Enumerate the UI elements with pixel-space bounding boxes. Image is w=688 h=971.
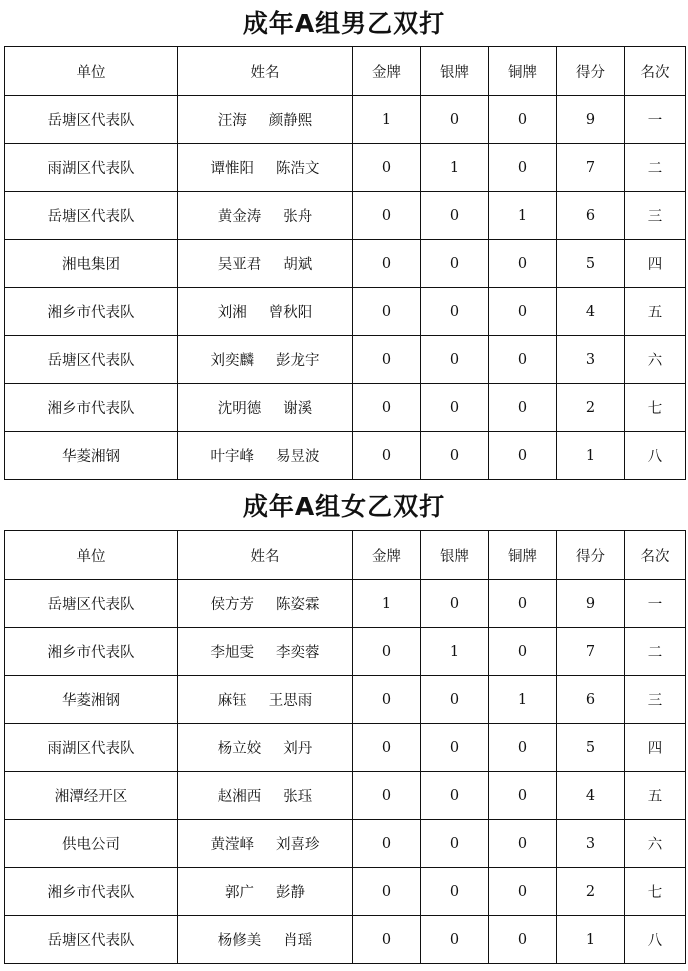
cell-unit: 华菱湘钢	[5, 432, 178, 480]
player-name-1: 汪海	[217, 113, 247, 129]
table-row	[5, 432, 686, 480]
cell-bronze: 0	[489, 288, 557, 336]
cell-score: 7	[557, 628, 625, 676]
player-name-2: 刘喜珍	[276, 837, 320, 853]
cell-gold: 0	[353, 144, 421, 192]
cell-score: 4	[557, 772, 625, 820]
section-title-women: 成年A组女乙双打	[242, 492, 446, 521]
cell-rank: 五	[625, 288, 686, 336]
player-name-1: 郭广	[225, 885, 254, 901]
cell-score: 1	[557, 432, 625, 480]
table-row	[5, 868, 686, 916]
cell-names	[178, 144, 353, 192]
player-name-1: 黄滢峄	[210, 837, 254, 853]
cell-rank: 一	[625, 96, 686, 144]
cell-names	[178, 384, 353, 432]
cell-gold: 0	[353, 868, 421, 916]
cell-gold: 0	[353, 288, 421, 336]
cell-names	[178, 240, 353, 288]
header-row	[5, 47, 686, 96]
table-row	[5, 580, 686, 628]
cell-silver: 1	[421, 144, 489, 192]
cell-silver: 1	[421, 628, 489, 676]
cell-score: 1	[557, 916, 625, 964]
cell-bronze: 0	[489, 868, 557, 916]
cell-bronze: 0	[489, 820, 557, 868]
cell-unit: 雨湖区代表队	[5, 724, 178, 772]
table-row	[5, 96, 686, 144]
results-table-women	[4, 530, 686, 964]
header-rank: 名次	[625, 47, 686, 96]
cell-unit: 岳塘区代表队	[5, 580, 178, 628]
player-name-2: 肖瑶	[283, 933, 313, 949]
player-name-1: 叶宇峰	[210, 449, 254, 465]
cell-unit: 湘乡市代表队	[5, 868, 178, 916]
cell-unit: 湘电集团	[5, 240, 178, 288]
cell-gold: 0	[353, 676, 421, 724]
cell-unit: 岳塘区代表队	[5, 916, 178, 964]
cell-rank: 二	[625, 144, 686, 192]
player-name-2: 易昱波	[276, 449, 320, 465]
player-name-1: 李旭雯	[210, 645, 254, 661]
cell-rank: 三	[625, 676, 686, 724]
player-name-2: 彭龙宇	[276, 353, 320, 369]
header-unit: 单位	[5, 531, 178, 580]
cell-gold: 1	[353, 96, 421, 144]
cell-silver: 0	[421, 336, 489, 384]
cell-gold: 0	[353, 240, 421, 288]
cell-silver: 0	[421, 868, 489, 916]
cell-gold: 0	[353, 724, 421, 772]
cell-gold: 0	[353, 192, 421, 240]
cell-rank: 三	[625, 192, 686, 240]
cell-score: 3	[557, 336, 625, 384]
cell-bronze: 0	[489, 144, 557, 192]
cell-rank: 七	[625, 384, 686, 432]
cell-bronze: 0	[489, 724, 557, 772]
cell-gold: 0	[353, 336, 421, 384]
table-row	[5, 384, 686, 432]
cell-bronze: 0	[489, 772, 557, 820]
cell-rank: 八	[625, 432, 686, 480]
cell-unit: 湘乡市代表队	[5, 384, 178, 432]
cell-rank: 一	[625, 580, 686, 628]
header-gold: 金牌	[353, 531, 421, 580]
cell-gold: 0	[353, 384, 421, 432]
header-unit: 单位	[5, 47, 178, 96]
cell-unit: 华菱湘钢	[5, 676, 178, 724]
player-name-2: 彭静	[276, 885, 305, 901]
results-table-men	[4, 46, 686, 480]
cell-bronze: 0	[489, 384, 557, 432]
player-name-1: 沈明德	[217, 401, 262, 417]
table-row	[5, 288, 686, 336]
player-name-2: 张珏	[283, 789, 313, 805]
cell-names	[178, 868, 353, 916]
cell-unit: 供电公司	[5, 820, 178, 868]
cell-names	[178, 336, 353, 384]
player-name-2: 李奕蓉	[276, 645, 320, 661]
cell-score: 4	[557, 288, 625, 336]
cell-rank: 七	[625, 868, 686, 916]
cell-names	[178, 724, 353, 772]
cell-rank: 四	[625, 240, 686, 288]
player-name-1: 黄金涛	[217, 209, 262, 225]
cell-rank: 五	[625, 772, 686, 820]
header-name: 姓名	[178, 47, 353, 96]
cell-rank: 四	[625, 724, 686, 772]
header-silver: 银牌	[421, 531, 489, 580]
cell-gold: 0	[353, 432, 421, 480]
cell-silver: 0	[421, 240, 489, 288]
cell-rank: 八	[625, 916, 686, 964]
cell-score: 9	[557, 96, 625, 144]
cell-bronze: 0	[489, 916, 557, 964]
cell-names	[178, 772, 353, 820]
cell-score: 7	[557, 144, 625, 192]
header-silver: 银牌	[421, 47, 489, 96]
cell-gold: 0	[353, 916, 421, 964]
player-name-1: 刘湘	[217, 305, 247, 321]
table-row	[5, 192, 686, 240]
header-bronze: 铜牌	[489, 531, 557, 580]
cell-unit: 雨湖区代表队	[5, 144, 178, 192]
cell-names	[178, 916, 353, 964]
cell-silver: 0	[421, 96, 489, 144]
cell-silver: 0	[421, 288, 489, 336]
header-gold: 金牌	[353, 47, 421, 96]
player-name-2: 张舟	[283, 209, 313, 225]
cell-bronze: 0	[489, 432, 557, 480]
section-title-men: 成年A组男乙双打	[242, 9, 446, 38]
cell-bronze: 0	[489, 336, 557, 384]
table-row	[5, 772, 686, 820]
cell-rank: 六	[625, 820, 686, 868]
cell-unit: 湘乡市代表队	[5, 628, 178, 676]
cell-rank: 二	[625, 628, 686, 676]
cell-rank: 六	[625, 336, 686, 384]
table-row	[5, 336, 686, 384]
cell-gold: 1	[353, 580, 421, 628]
cell-names	[178, 676, 353, 724]
cell-silver: 0	[421, 384, 489, 432]
cell-score: 2	[557, 384, 625, 432]
player-name-1: 谭惟阳	[210, 161, 254, 177]
cell-score: 6	[557, 192, 625, 240]
player-name-1: 杨立姣	[217, 741, 262, 757]
player-name-2: 王思雨	[268, 693, 313, 709]
cell-unit: 岳塘区代表队	[5, 192, 178, 240]
cell-silver: 0	[421, 724, 489, 772]
cell-score: 2	[557, 868, 625, 916]
cell-silver: 0	[421, 820, 489, 868]
cell-gold: 0	[353, 628, 421, 676]
player-name-1: 赵湘西	[217, 789, 262, 805]
player-name-1: 侯方芳	[210, 597, 254, 613]
cell-bronze: 0	[489, 96, 557, 144]
header-score: 得分	[557, 47, 625, 96]
cell-score: 9	[557, 580, 625, 628]
cell-silver: 0	[421, 676, 489, 724]
player-name-2: 刘丹	[283, 741, 313, 757]
header-bronze: 铜牌	[489, 47, 557, 96]
player-name-2: 胡斌	[283, 257, 313, 273]
cell-unit: 湘乡市代表队	[5, 288, 178, 336]
cell-silver: 0	[421, 192, 489, 240]
cell-unit: 岳塘区代表队	[5, 96, 178, 144]
cell-silver: 0	[421, 772, 489, 820]
cell-bronze: 0	[489, 628, 557, 676]
table-row	[5, 724, 686, 772]
header-row	[5, 531, 686, 580]
player-name-1: 刘奕麟	[210, 353, 254, 369]
cell-names	[178, 96, 353, 144]
player-name-2: 曾秋阳	[268, 305, 313, 321]
table-row	[5, 240, 686, 288]
cell-unit: 岳塘区代表队	[5, 336, 178, 384]
cell-score: 5	[557, 240, 625, 288]
cell-names	[178, 628, 353, 676]
player-name-1: 麻钰	[217, 693, 247, 709]
cell-gold: 0	[353, 772, 421, 820]
cell-bronze: 0	[489, 580, 557, 628]
cell-silver: 0	[421, 916, 489, 964]
player-name-2: 谢溪	[283, 401, 313, 417]
header-rank: 名次	[625, 531, 686, 580]
player-name-2: 陈浩文	[276, 161, 320, 177]
cell-score: 5	[557, 724, 625, 772]
header-score: 得分	[557, 531, 625, 580]
cell-names	[178, 432, 353, 480]
cell-score: 6	[557, 676, 625, 724]
table-row	[5, 676, 686, 724]
cell-silver: 0	[421, 432, 489, 480]
cell-bronze: 0	[489, 240, 557, 288]
cell-bronze: 1	[489, 676, 557, 724]
cell-names	[178, 820, 353, 868]
cell-gold: 0	[353, 820, 421, 868]
player-name-1: 吴亚君	[217, 257, 262, 273]
cell-names	[178, 580, 353, 628]
header-name: 姓名	[178, 531, 353, 580]
player-name-1: 杨修美	[217, 933, 262, 949]
table-row	[5, 916, 686, 964]
cell-unit: 湘潭经开区	[5, 772, 178, 820]
table-row	[5, 628, 686, 676]
player-name-2: 颜静熙	[268, 113, 313, 129]
player-name-2: 陈姿霖	[276, 597, 320, 613]
cell-names	[178, 288, 353, 336]
cell-silver: 0	[421, 580, 489, 628]
cell-score: 3	[557, 820, 625, 868]
table-row	[5, 144, 686, 192]
table-row	[5, 820, 686, 868]
cell-names	[178, 192, 353, 240]
cell-bronze: 1	[489, 192, 557, 240]
